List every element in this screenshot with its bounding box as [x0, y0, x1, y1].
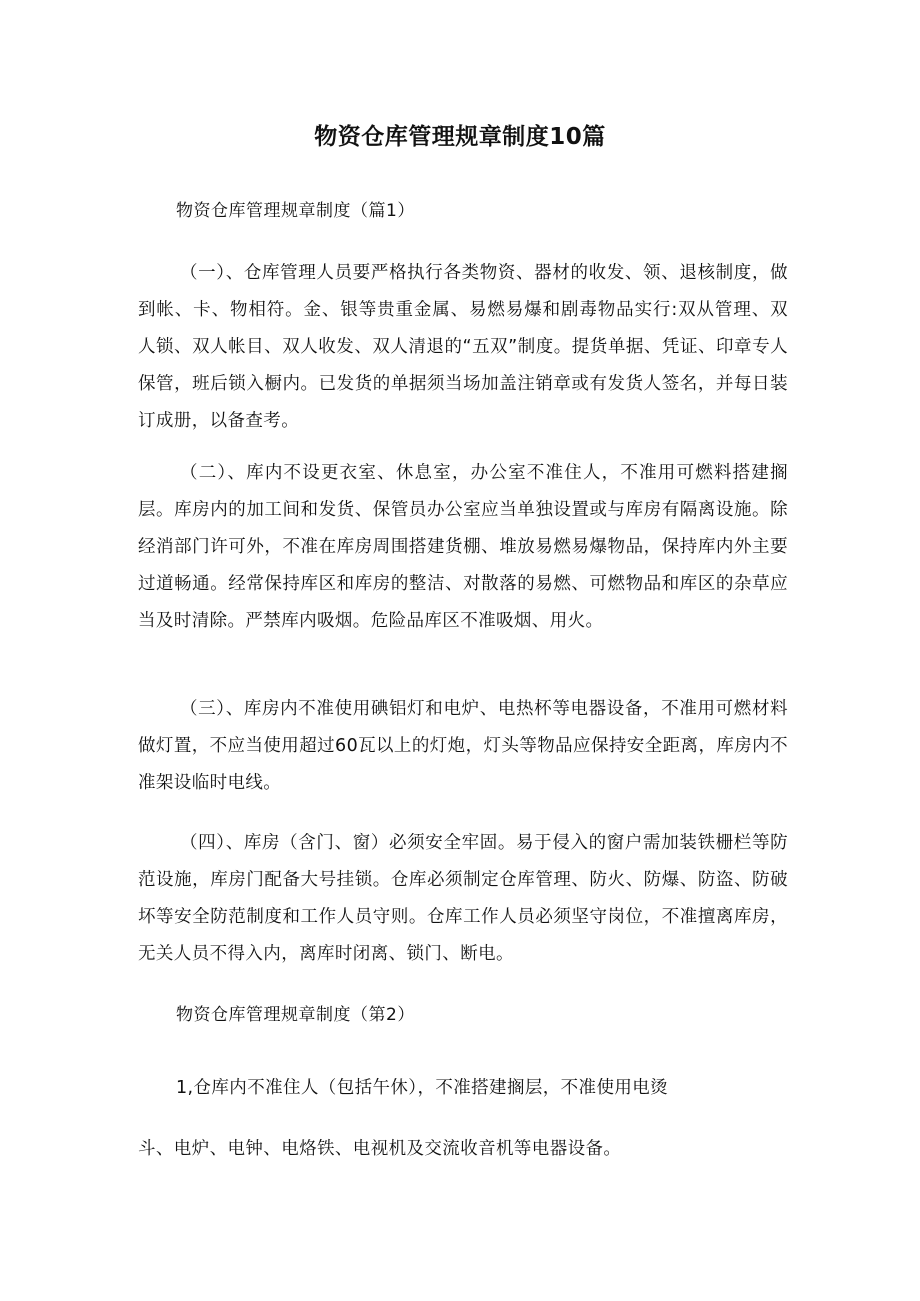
document-title: 物资仓库管理规章制度10篇	[314, 124, 606, 150]
paragraph-3: （三）、库房内不准使用碘铝灯和电炉、电热杯等电器设备，不准用可燃材料做灯置，不应当使用超过60瓦以上的灯炮，灯头等物品应保持安全距离，库房内不准架设临时电线。	[138, 699, 788, 793]
paragraph-2: （二）、库内不设更衣室、休息室，办公室不准住人，不准用可燃料搭建搁层。库房内的加工间和发货、保管员办公室应当单独设置或与库房有隔离设施。除经消部门许可外，不准在库房周围搭建货棚、堆放易燃易爆物品，保持库内外主要过道畅通。经常保持库区和库房的整洁、对散落的易燃、可燃物品和库区的杂草应当及时清除。严禁库内吸烟。危险品库区不准吸烟、用火。	[138, 463, 788, 631]
section2-line-1: 1,仓库内不准住人（包括午休），不准搭建搁层，不准使用电烫	[176, 1078, 669, 1098]
paragraph-1: （一）、仓库管理人员要严格执行各类物资、器材的收发、领、退核制度，做到帐、卡、物相符。金、银等贵重金属、易燃易爆和剧毒物品实行:双从管理、双人锁、双人帐目、双人收发、双人清退的“五双”制度。提货单据、凭证、印章专人保管，班后锁入橱内。已发货的单据须当场加盖注销章或有发货人签名，并每日装订成册，以备查考。	[138, 263, 788, 431]
section-heading-1: 物资仓库管理规章制度（篇1）	[176, 201, 415, 221]
section-heading-2: 物资仓库管理规章制度（第2）	[176, 1005, 415, 1025]
section2-line-2: 斗、电炉、电钟、电烙铁、电视机及交流收音机等电器设备。	[138, 1139, 622, 1159]
paragraph-4: （四）、库房（含门、窗）必须安全牢固。易于侵入的窗户需加装铁栅栏等防范设施，库房门配备大号挂锁。仓库必须制定仓库管理、防火、防爆、防盗、防破坏等安全防范制度和工作人员守则。仓库工作人员必须坚守岗位，不准擅离库房，无关人员不得入内，离库时闭离、锁门、断电。	[138, 833, 788, 964]
